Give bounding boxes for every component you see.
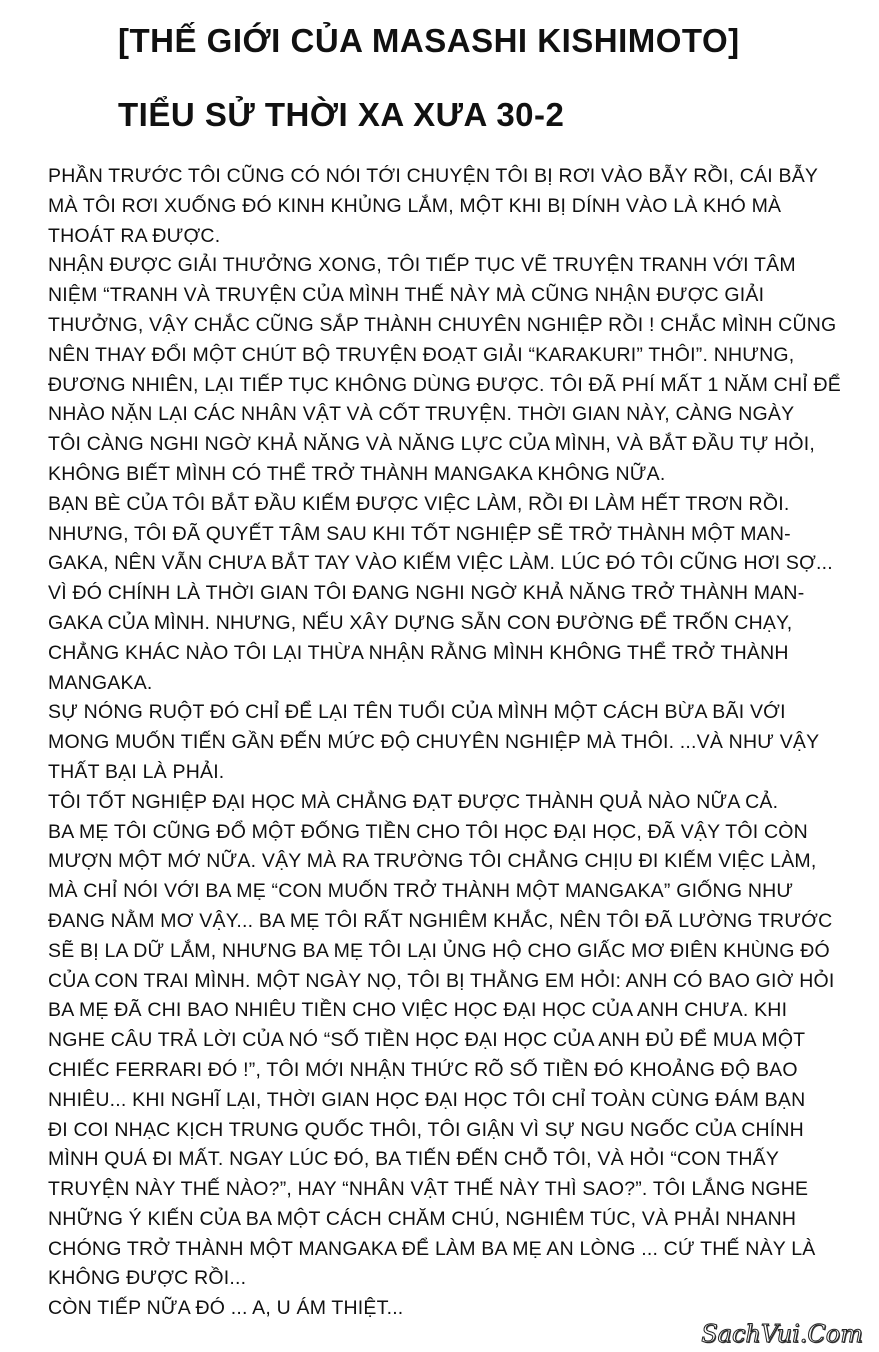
text-line: NHÀO NẶN LẠI CÁC NHÂN VẬT VÀ CỐT TRUYỆN. THỜI GIAN NÀY, CÀNG NGÀY xyxy=(48,403,795,426)
text-line: SẼ BỊ LA DỮ LẮM, NHƯNG BA MẸ TÔI LẠI ỦNG HỘ CHO GIẤC MƠ ĐIÊN KHÙNG ĐÓ xyxy=(48,939,830,962)
text-line: TRUYỆN NÀY THẾ NÀO?”, HAY “NHÂN VẬT THẾ NÀY THÌ SAO?”. TÔI LẮNG NGHE xyxy=(48,1178,809,1201)
text-line: MANGAKA. xyxy=(48,671,153,694)
text-line: THƯỞNG, VẬY CHẮC CŨNG SẮP THÀNH CHUYÊN NGHIỆP RỒI ! CHẮC MÌNH CŨNG xyxy=(48,313,837,336)
text-line: CHIẾC FERRARI ĐÓ !”, TÔI MỚI NHẬN THỨC RÕ SỐ TIỀN ĐÓ KHOẢNG ĐỘ BAO xyxy=(48,1058,798,1081)
text-line: MÀ TÔI RƠI XUỐNG ĐÓ KINH KHỦNG LẮM, MỘT KHI BỊ DÍNH VÀO LÀ KHÓ MÀ xyxy=(48,194,782,217)
text-line: GAKA, NÊN VẪN CHƯA BẮT TAY VÀO KIẾM VIỆC LÀM. LÚC ĐÓ TÔI CŨNG HƠI SỢ... xyxy=(48,552,833,575)
text-line: SỰ NÓNG RUỘT ĐÓ CHỈ ĐỂ LẠI TÊN TUỔI CỦA MÌNH MỘT CÁCH BỪA BÃI VỚI xyxy=(48,701,786,724)
text-line: MÌNH QUÁ ĐI MẤT. NGAY LÚC ĐÓ, BA TIẾN ĐẾN CHỖ TÔI, VÀ HỎI “CON THẤY xyxy=(48,1148,780,1171)
text-line: BA MẸ TÔI CŨNG ĐỔ MỘT ĐỐNG TIỀN CHO TÔI HỌC ĐẠI HỌC, ĐÃ VẬY TÔI CÒN xyxy=(48,820,808,843)
text-line: TÔI CÀNG NGHI NGỜ KHẢ NĂNG VÀ NĂNG LỰC CỦA MÌNH, VÀ BẮT ĐẦU TỰ HỎI, xyxy=(48,433,815,456)
page-subtitle: TIỂU SỬ THỜI XA XƯA 30-2 xyxy=(118,96,565,133)
text-line: GAKA CỦA MÌNH. NHƯNG, NẾU XÂY DỰNG SẴN CON ĐƯỜNG ĐỂ TRỐN CHẠY, xyxy=(48,611,793,634)
text-line: VÌ ĐÓ CHÍNH LÀ THỜI GIAN TÔI ĐANG NGHI NGỜ KHẢ NĂNG TRỞ THÀNH MAN- xyxy=(48,582,805,605)
text-line: NHƯNG, TÔI ĐÃ QUYẾT TÂM SAU KHI TỐT NGHIỆP SẼ TRỞ THÀNH MỘT MAN- xyxy=(48,522,791,545)
text-line: ĐANG NẰM MƠ VẬY... BA MẸ TÔI RẤT NGHIÊM KHẮC, NÊN TÔI ĐÃ LƯỜNG TRƯỚC xyxy=(48,909,833,932)
text-line: NÊN THAY ĐỔI MỘT CHÚT BỘ TRUYỆN ĐOẠT GIẢI “KARAKURI” THÔI”. NHƯNG, xyxy=(48,343,795,366)
text-line: MÀ CHỈ NÓI VỚI BA MẸ “CON MUỐN TRỞ THÀNH MỘT MANGAKA” GIỐNG NHƯ xyxy=(48,880,794,903)
text-line: CÒN TIẾP NỮA ĐÓ ... A, U ÁM THIỆT... xyxy=(48,1297,404,1320)
text-line: THOÁT RA ĐƯỢC. xyxy=(48,224,221,247)
text-line: THẤT BẠI LÀ PHẢI. xyxy=(48,760,225,783)
watermark: SachVui.Com xyxy=(701,1320,863,1348)
text-line: CỦA CON TRAI MÌNH. MỘT NGÀY NỌ, TÔI BỊ THẰNG EM HỎI: ANH CÓ BAO GIỜ HỎI xyxy=(48,969,835,992)
text-line: MONG MUỐN TIẾN GẦN ĐẾN MỨC ĐỘ CHUYÊN NGHIỆP MÀ THÔI. ...VÀ NHƯ VẬY xyxy=(48,731,820,754)
text-line: NHIÊU... KHI NGHĨ LẠI, THỜI GIAN HỌC ĐẠI HỌC TÔI CHỈ TOÀN CÙNG ĐÁM BẠN xyxy=(48,1088,806,1111)
text-line: NHỮNG Ý KIẾN CỦA BA MỘT CÁCH CHĂM CHÚ, NGHIÊM TÚC, VÀ PHẢI NHANH xyxy=(48,1207,797,1230)
text-line: ĐI COI NHẠC KỊCH TRUNG QUỐC THÔI, TÔI GIẬN VÌ SỰ NGU NGỐC CỦA CHÍNH xyxy=(48,1118,804,1141)
page-title: [THẾ GIỚI CỦA MASASHI KISHIMOTO] xyxy=(118,22,740,59)
article-body xyxy=(48,162,848,1324)
text-line: PHẦN TRƯỚC TÔI CŨNG CÓ NÓI TỚI CHUYỆN TÔI BỊ RƠI VÀO BẪY RỒI, CÁI BẪY xyxy=(48,165,819,187)
text-line: NIỆM “TRANH VÀ TRUYỆN CỦA MÌNH THẾ NÀY MÀ CŨNG NHẬN ĐƯỢC GIẢI xyxy=(48,284,765,307)
text-line: NGHE CÂU TRẢ LỜI CỦA NÓ “SỐ TIỀN HỌC ĐẠI HỌC CỦA ANH ĐỦ ĐỂ MUA MỘT xyxy=(48,1029,806,1052)
text-line: TÔI TỐT NGHIỆP ĐẠI HỌC MÀ CHẲNG ĐẠT ĐƯỢC THÀNH QUẢ NÀO NỮA CẢ. xyxy=(48,790,779,813)
text-line: MƯỢN MỘT MỚ NỮA. VẬY MÀ RA TRƯỜNG TÔI CHẲNG CHỊU ĐI KIẾM VIỆC LÀM, xyxy=(48,850,817,873)
text-line: NHẬN ĐƯỢC GIẢI THƯỞNG XONG, TÔI TIẾP TỤC VẼ TRUYỆN TRANH VỚI TÂM xyxy=(48,254,796,277)
text-line: ĐƯƠNG NHIÊN, LẠI TIẾP TỤC KHÔNG DÙNG ĐƯỢC. TÔI ĐÃ PHÍ MẤT 1 NĂM CHỈ ĐỂ xyxy=(48,373,841,396)
text-line: CHÓNG TRỞ THÀNH MỘT MANGAKA ĐỂ LÀM BA MẸ AN LÒNG ... CỨ THẾ NÀY LÀ xyxy=(48,1237,816,1260)
text-line: CHẲNG KHÁC NÀO TÔI LẠI THỪA NHẬN RẰNG MÌNH KHÔNG THỂ TRỞ THÀNH xyxy=(48,641,789,664)
text-line: BA MẸ ĐÃ CHI BAO NHIÊU TIỀN CHO VIỆC HỌC ĐẠI HỌC CỦA ANH CHƯA. KHI xyxy=(48,999,788,1022)
text-line: KHÔNG BIẾT MÌNH CÓ THỂ TRỞ THÀNH MANGAKA KHÔNG NỮA. xyxy=(48,462,666,485)
text-line: KHÔNG ĐƯỢC RỒI... xyxy=(48,1267,247,1290)
text-line: BẠN BÈ CỦA TÔI BẮT ĐẦU KIẾM ĐƯỢC VIỆC LÀM, RỒI ĐI LÀM HẾT TRƠN RỒI. xyxy=(48,492,790,515)
